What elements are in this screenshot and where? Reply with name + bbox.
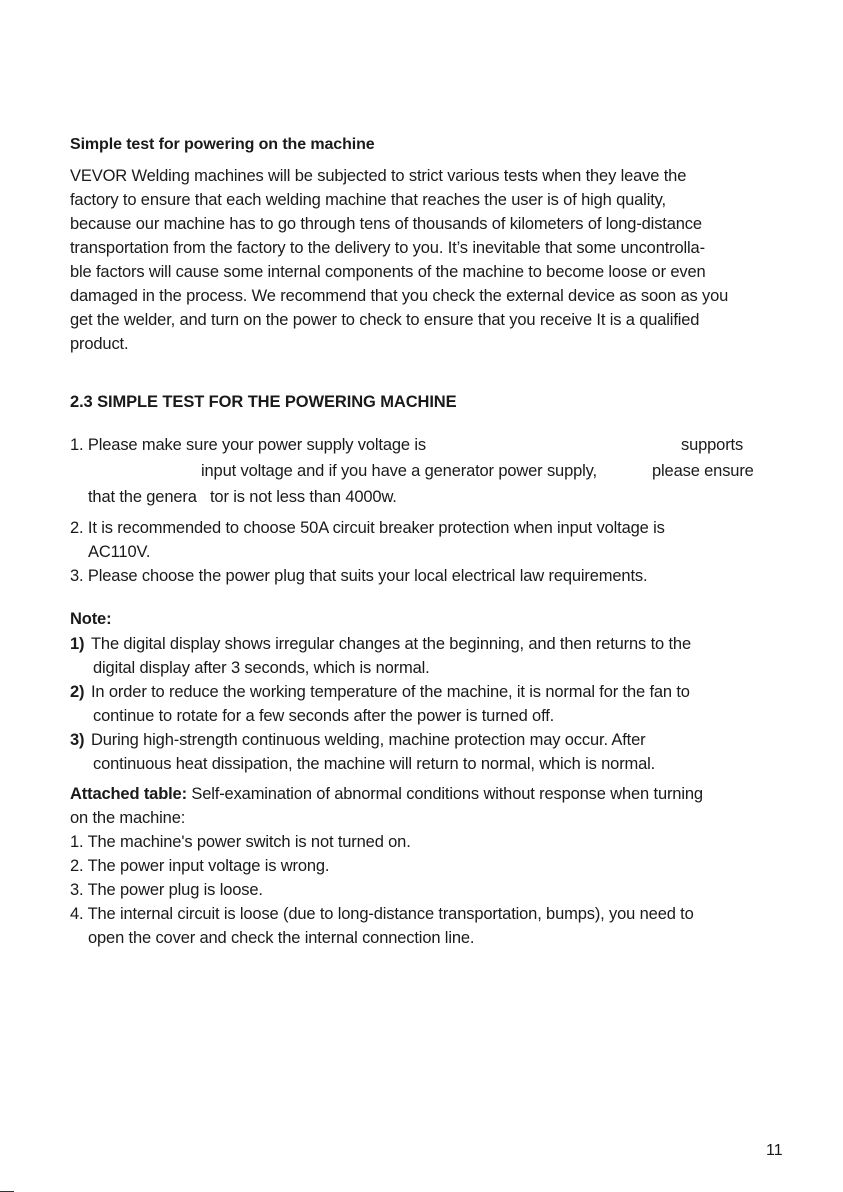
note-item-number: 3) <box>70 731 85 749</box>
attached-item: 4. The internal circuit is loose (due to long-distance transportation, bumps), you need to <box>70 905 694 923</box>
step2-text: 2. It is recommended to choose 50A circuit breaker protection when input voltage is <box>70 519 665 537</box>
intro-line: because our machine has to go through tens of thousands of kilometers of long-distance <box>70 215 702 233</box>
step1-text: 1. Please make sure your power supply voltage is <box>70 436 426 454</box>
page-number: 11 <box>766 1142 783 1159</box>
intro-line: VEVOR Welding machines will be subjected to strict various tests when they leave the <box>70 167 687 185</box>
step1-text: tor is not less than 4000w. <box>210 488 397 506</box>
note-item-text: The digital display shows irregular changes at the beginning, and then returns to the <box>91 635 691 653</box>
attached-text: Self-examination of abnormal conditions without response when turning <box>186 785 703 803</box>
intro-line: transportation from the factory to the delivery to you. It’s inevitable that some uncontrolla- <box>70 239 705 257</box>
note-label: Note: <box>70 610 112 628</box>
note-item-text: continuous heat dissipation, the machine will return to normal, which is normal. <box>93 755 656 773</box>
step1-text: that the genera <box>88 488 197 506</box>
step1-text: input voltage and if you have a generator power supply, <box>201 462 597 480</box>
step1-text: please ensure <box>652 462 754 480</box>
note-item-number: 1) <box>70 635 85 653</box>
intro-line: damaged in the process. We recommend that you check the external device as soon as you <box>70 287 729 305</box>
intro-line: get the welder, and turn on the power to check to ensure that you receive It is a qualified <box>70 311 700 329</box>
note-item-text: During high-strength continuous welding, machine protection may occur. After <box>91 731 646 749</box>
intro-line: product. <box>70 335 129 353</box>
attached-text: on the machine: <box>70 809 186 827</box>
attached-first-line <box>70 785 703 804</box>
attached-label: Attached table: <box>70 785 187 803</box>
attached-item: open the cover and check the internal connection line. <box>88 929 475 947</box>
note-item-number: 2) <box>70 683 85 701</box>
step1-text: supports <box>681 436 744 454</box>
attached-item: 3. The power plug is loose. <box>70 881 263 899</box>
section-heading: 2.3 SIMPLE TEST FOR THE POWERING MACHINE <box>70 393 457 411</box>
note-item-text: continue to rotate for a few seconds after the power is turned off. <box>93 707 555 725</box>
intro-title: Simple test for powering on the machine <box>70 136 375 153</box>
attached-item: 1. The machine's power switch is not turned on. <box>70 833 411 851</box>
attached-item: 2. The power input voltage is wrong. <box>70 857 330 875</box>
step2-text: AC110V. <box>88 543 151 561</box>
note-item-text: digital display after 3 seconds, which is normal. <box>93 659 430 677</box>
step3-text: 3. Please choose the power plug that suits your local electrical law requirements. <box>70 567 648 585</box>
note-item-text: In order to reduce the working temperature of the machine, it is normal for the fan to <box>91 683 690 701</box>
intro-line: ble factors will cause some internal components of the machine to become loose or even <box>70 263 706 281</box>
intro-line: factory to ensure that each welding machine that reaches the user is of high quality, <box>70 191 666 209</box>
